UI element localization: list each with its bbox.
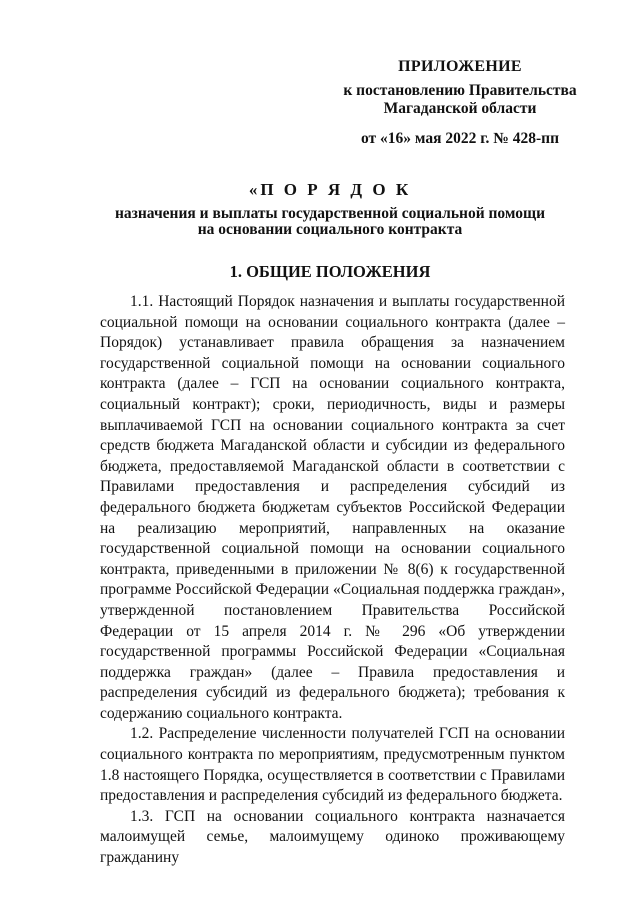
document-subtitle-line-2: на основании социального контракта <box>197 221 463 238</box>
appendix-label: ПРИЛОЖЕНИЕ <box>398 58 522 75</box>
appendix-line-2: Магаданской области <box>383 100 537 117</box>
paragraph-1-3: 1.3. ГСП на основании социального контракта назначается малоимущей семье, малоимущему одиноко проживающему гражданину <box>100 807 565 867</box>
paragraph-1-2: 1.2. Распределение численности получателей ГСП на основании социального контракта по мероприятиям, предусмотренным пунктом 1.8 настоящего Порядка, осуществляется в соответствии с Правилами предоставления и распределения субсидий из федерального бюджета. <box>100 725 565 805</box>
appendix-dateline: от «16» мая 2022 г. № 428-пп <box>360 130 559 147</box>
document-title: «П О Р Я Д О К <box>248 180 412 199</box>
section-heading: 1. ОБЩИЕ ПОЛОЖЕНИЯ <box>229 262 431 281</box>
appendix-line-1: к постановлению Правительства <box>343 82 577 99</box>
paragraph-1-1: 1.1. Настоящий Порядок назначения и выплаты государственной социальной помощи на основании социального контракта (далее – Порядок) устанавливает правила обращения за назначением государственной социальной помощи на основании социального контракта (далее – ГСП на основании социального контракта, социальный контракт); сроки, периодичность, виды и размеры выплачиваемой ГСП на основании социального контракта за счет средств бюджета Магаданской области и субсидии из федерального бюджета, предоставляемой Магаданской области в соответствии с Правилами предоставления и распределения субсидий из федерального бюджета бюджетам субъектов Российской Федерации на реализацию мероприятий, направленных на оказание государственной социальной помощи на основании социального контракта, приведенными в приложении № 8(6) к государственной программе Российской Федерации «Социальная поддержка граждан», утвержденной постановлением Правительства Российской Федерации от 15 апреля 2014 г. № 296 «Об утверждении государственной программы Российской Федерации «Социальная поддержка граждан» (далее – Правила предоставления и распределения субсидий из федерального бюджета); требования к содержанию социального контракта. <box>100 293 565 722</box>
appendix-block <box>320 58 600 148</box>
body-text <box>100 292 565 869</box>
document-subtitle-line-1: назначения и выплаты государственной социальной помощи <box>114 205 546 222</box>
document-title-block <box>100 180 560 238</box>
